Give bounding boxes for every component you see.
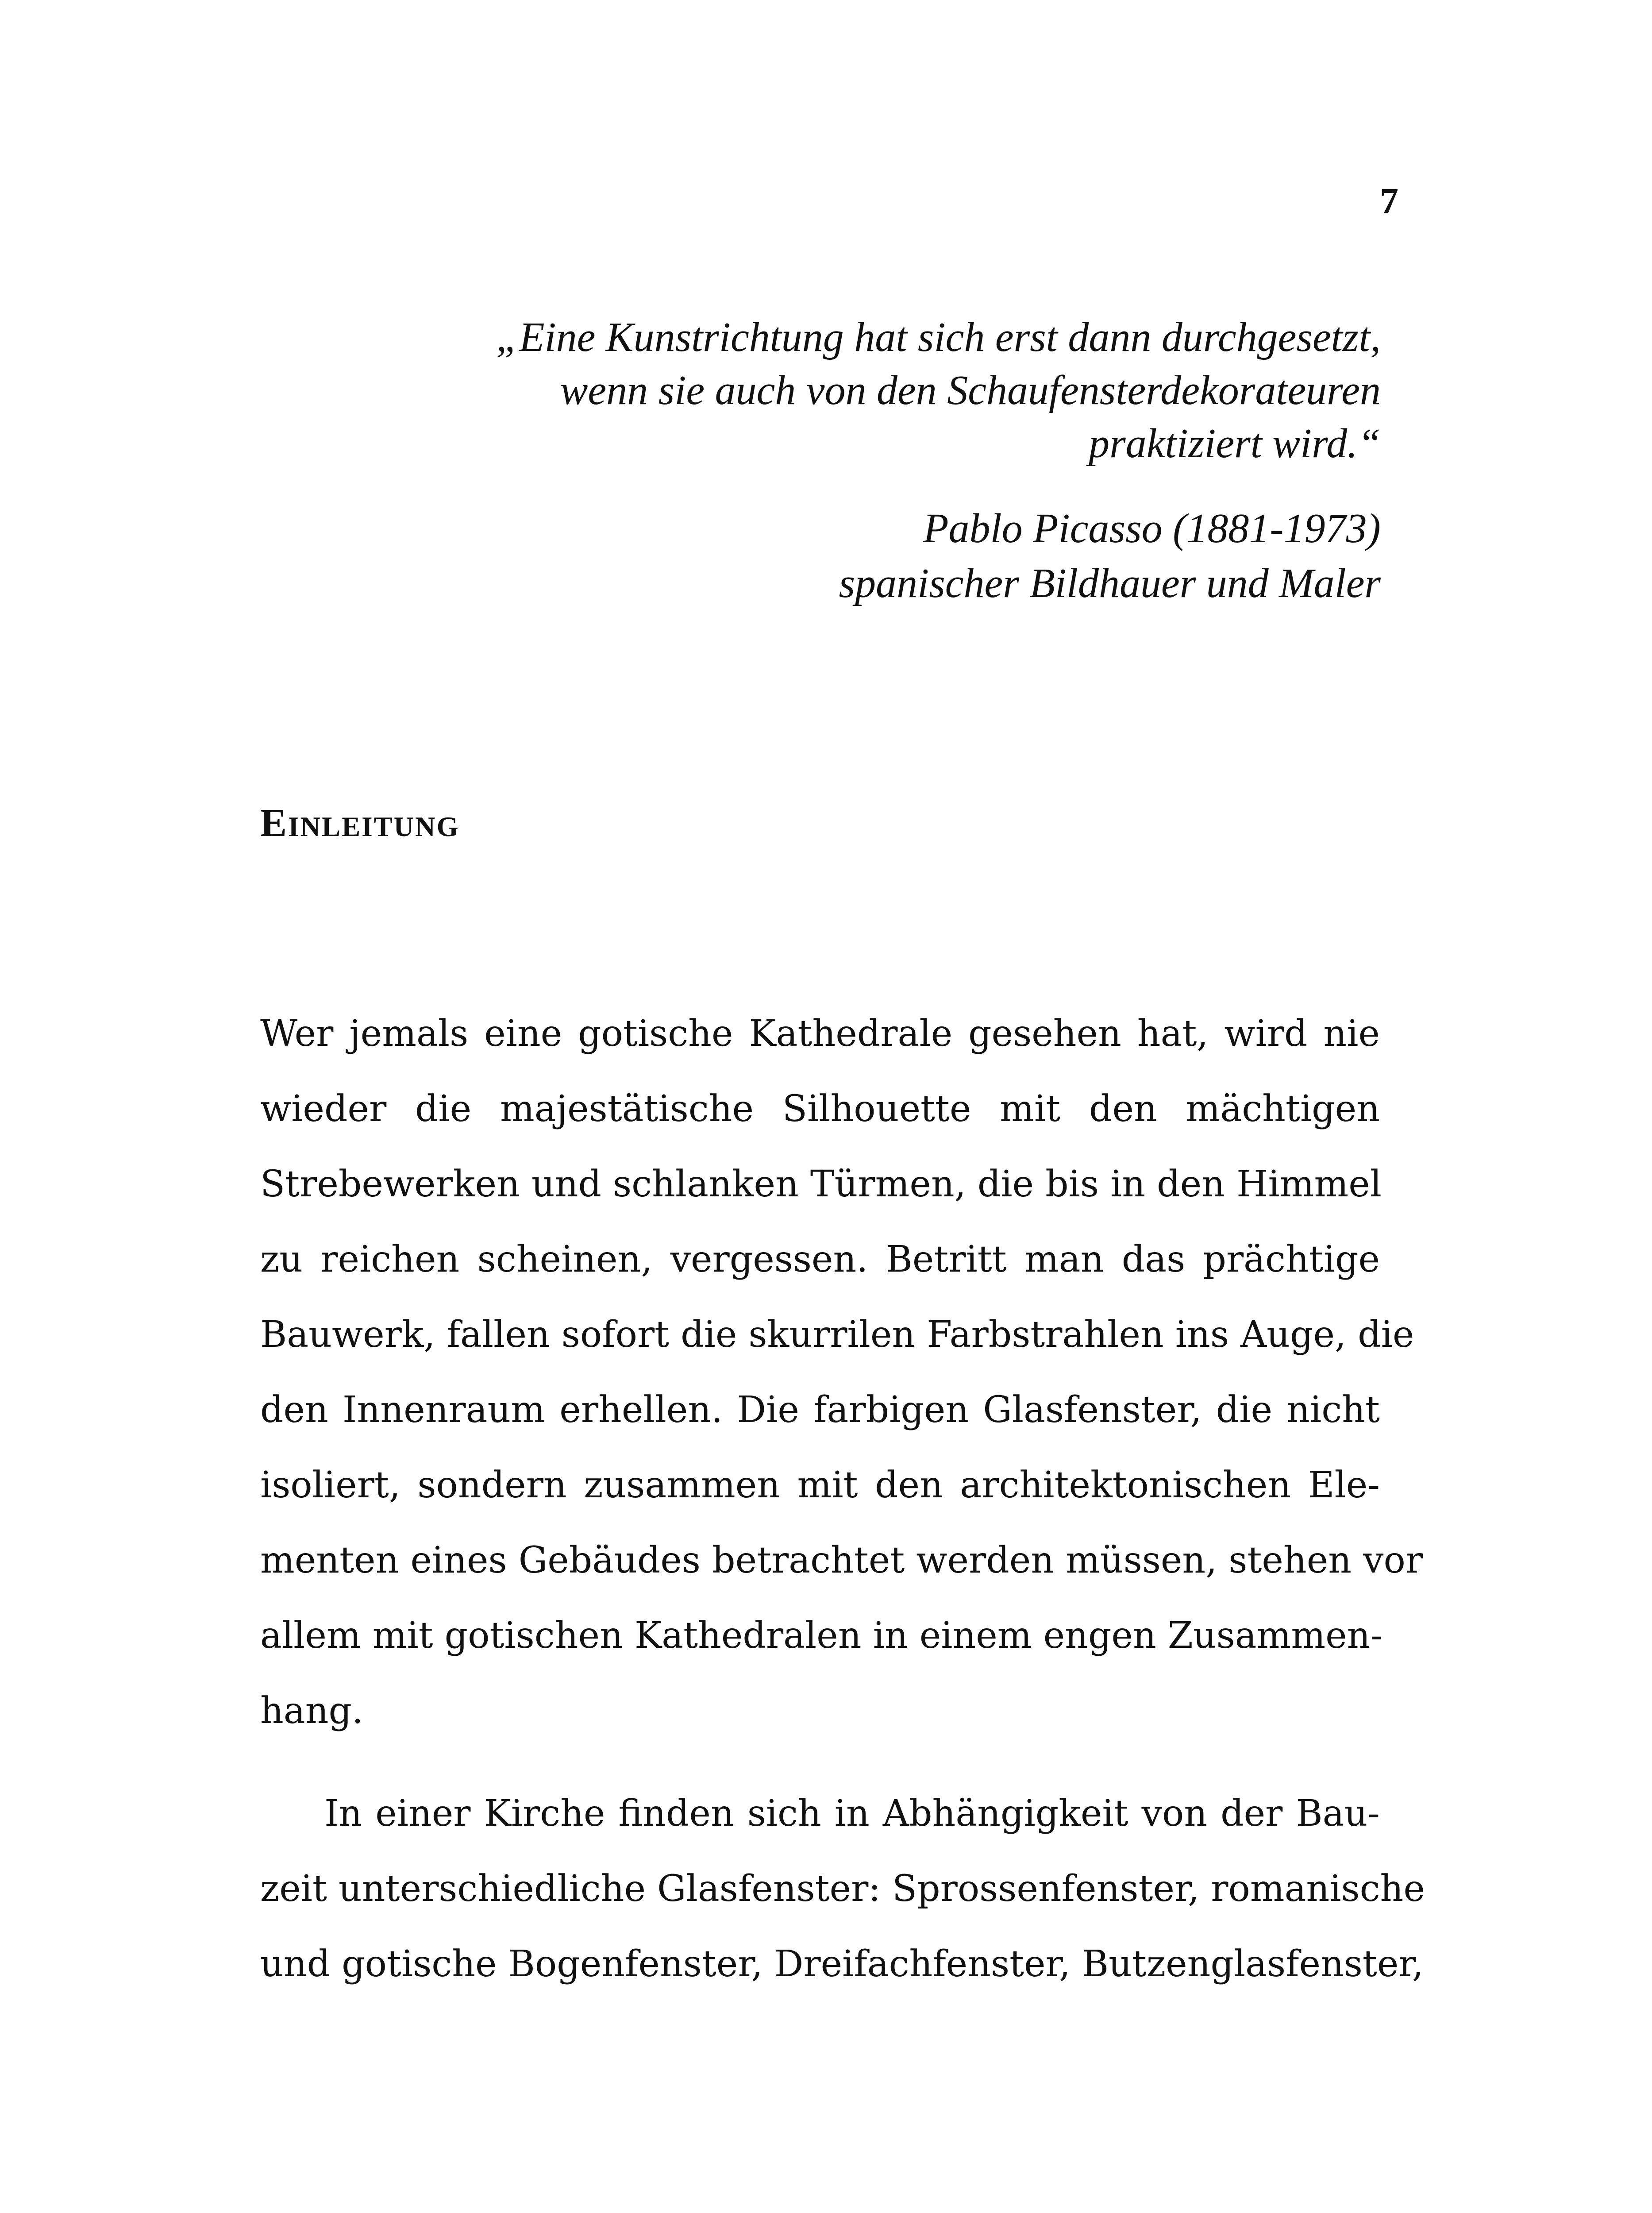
chapter-heading: Einleitung [260, 801, 460, 845]
epigraph-quote-line: praktiziert wird.“ [1089, 420, 1381, 467]
paragraph-line: menten eines Gebäudes betrachtet werden müssen, stehen vor [260, 1539, 1423, 1581]
paragraph-line: allem mit gotischen Kathedralen in einem engen Zusammen- [260, 1615, 1383, 1657]
paragraph-line: Wer jemals eine gotische Kathedrale gesehen hat, wird nie [260, 1013, 1380, 1055]
epigraph-author-description: spanischer Bildhauer und Maler [839, 560, 1381, 606]
paragraph-line: wieder die majestätische Silhouette mit den mächtigen [260, 1088, 1380, 1130]
paragraph-line: In einer Kirche finden sich in Abhängigkeit von der Bau- [324, 1793, 1380, 1835]
paragraph-line: den Innenraum erhellen. Die farbigen Glasfenster, die nicht [260, 1389, 1380, 1431]
epigraph-quote-line: „Eine Kunstrichtung hat sich erst dann durchgesetzt, [496, 314, 1381, 360]
paragraph-line: und gotische Bogenfenster, Dreifachfenster, Butzenglasfenster, [260, 1943, 1424, 1985]
paragraph-line: zu reichen scheinen, vergessen. Betritt man das prächtige [260, 1238, 1380, 1280]
paragraph-line: Bauwerk, fallen sofort die skurrilen Farbstrahlen ins Auge, die [260, 1314, 1414, 1356]
epigraph-attribution [398, 501, 1381, 611]
paragraph-line: Strebewerken und schlanken Türmen, die bis in den Himmel [260, 1163, 1382, 1205]
paragraph-2 [260, 1792, 1425, 2017]
paragraph-line: hang. [260, 1690, 364, 1732]
epigraph-quote-line: wenn sie auch von den Schaufensterdekorateuren [560, 367, 1381, 413]
paragraph-line: isoliert, sondern zusammen mit den architektonischen Ele- [260, 1464, 1380, 1506]
page-number: 7 [1380, 181, 1398, 222]
epigraph-quote [398, 311, 1381, 470]
epigraph-author: Pablo Picasso (1881-1973) [923, 505, 1381, 551]
paragraph-1 [260, 1012, 1423, 1764]
paragraph-line: zeit unterschiedliche Glasfenster: Sprossenfenster, romanische [260, 1868, 1425, 1910]
